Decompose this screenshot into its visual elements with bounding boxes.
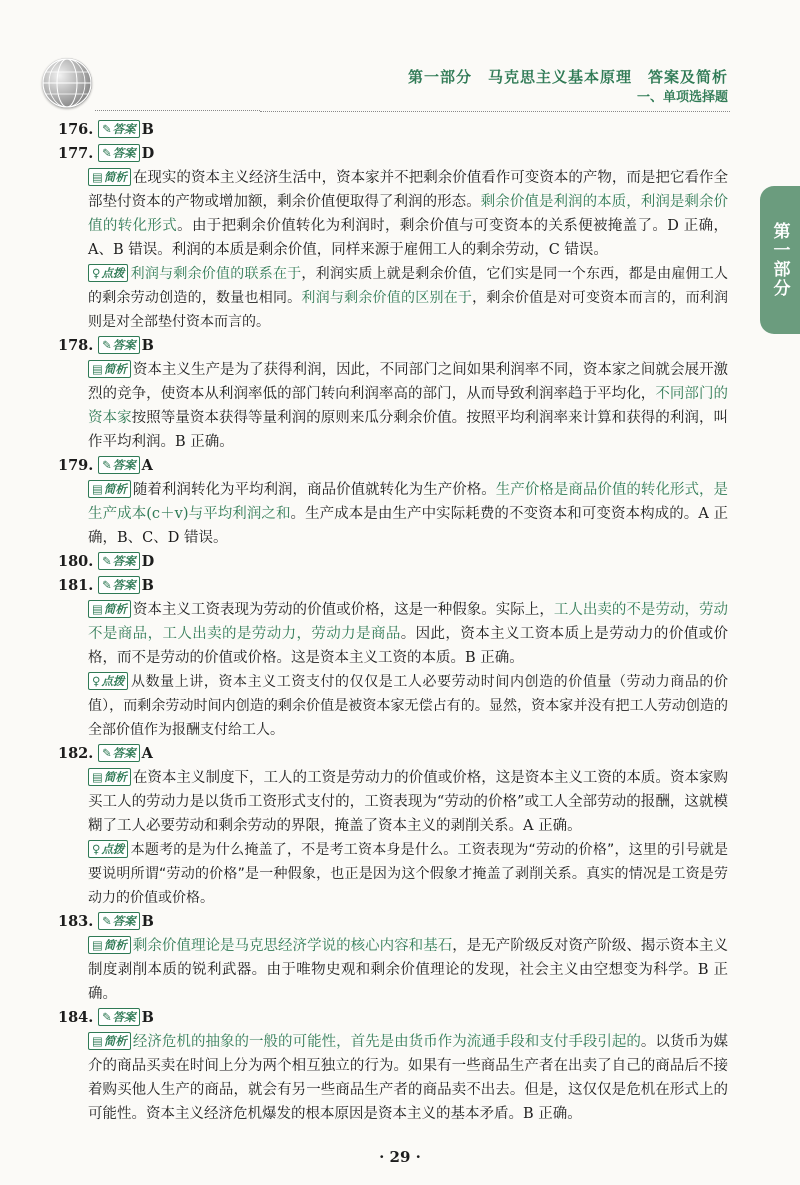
header-divider [95, 100, 260, 111]
answer-letter: D [141, 145, 155, 162]
question-178 [58, 334, 728, 358]
question-176 [58, 118, 728, 142]
globe-logo-icon [42, 58, 92, 108]
pencil-icon: ✎ [101, 1010, 112, 1024]
tip-paragraph: ♀点拨 利润与剩余价值的联系在于，利润实质上就是剩余价值，它们实是同一个东西，都是由雇佣工人的剩余劳动创造的，数量也相同。利润与剩余价值的区别在于，剩余价值是对可变资本而言的，而利润则是对全部垫付资本而言的。 [88, 266, 729, 330]
analysis-paragraph: ▤简析 剩余价值理论是马克思经济学说的核心内容和基石，是无产阶级反对资产阶级、揭示资本主义制度剥削本质的锐利武器。由于唯物史观和剩余价值理论的发现，社会主义由空想变为科学。B 正确。 [88, 938, 729, 1002]
question-177 [58, 142, 728, 166]
pencil-icon: ✎ [101, 578, 112, 592]
question-number: 182. [58, 745, 94, 762]
answer-tag: ✎答案 [98, 912, 140, 930]
answer-letter: B [141, 1009, 154, 1026]
question-181 [58, 574, 728, 598]
answer-tag: ✎答案 [98, 336, 140, 354]
question-number: 178. [58, 337, 94, 354]
answer-letter: B [141, 913, 154, 930]
analysis-paragraph: ▤简析 在资本主义制度下，工人的工资是劳动力的价值或价格，这是资本主义工资的本质。资本家购买工人的劳动力是以货币工资形式支付的，工资表现为“劳动的价格”或工人全部劳动的报酬，这就模糊了工人必要劳动和剩余劳动的界限，掩盖了资本主义的剥削关系。A 正确。 [88, 770, 728, 834]
question-number: 181. [58, 577, 94, 594]
analysis-tag: ▤简析 [88, 360, 131, 378]
answer-letter: D [141, 553, 155, 570]
analysis-paragraph: ▤简析 资本主义生产是为了获得利润，因此，不同部门之间如果利润率不同，资本家之间就会展开激烈的竞争，使资本从利润率低的部门转向利润率高的部门，从而导致利润率趋于平均化，不同部门的资本家按照等量资本获得等量利润的原则来瓜分剩余价值。按照平均利润率来计算和获得的利润，叫作平均利润。B 正确。 [88, 362, 728, 450]
pencil-icon: ✎ [101, 146, 112, 160]
question-number: 183. [58, 913, 94, 930]
answer-tag: ✎答案 [98, 552, 140, 570]
header-title: 第一部分 马克思主义基本原理 答案及简析 [407, 68, 728, 86]
answer-tag: ✎答案 [98, 120, 140, 138]
question-182 [58, 742, 728, 766]
answer-letter: A [141, 457, 153, 474]
analysis-tag: ▤简析 [88, 1032, 131, 1050]
header-divider [260, 110, 730, 112]
pencil-icon: ✎ [101, 122, 112, 136]
pencil-icon: ✎ [101, 554, 112, 568]
question-number: 180. [58, 553, 94, 570]
book-icon: ▤ [92, 1034, 103, 1048]
question-number: 176. [58, 121, 94, 138]
answer-letter: B [141, 577, 154, 594]
answer-tag: ✎答案 [98, 456, 140, 474]
question-number: 177. [58, 145, 94, 162]
analysis-tag: ▤简析 [88, 768, 131, 786]
analysis-paragraph: ▤简析 随着利润转化为平均利润，商品价值就转化为生产价格。生产价格是商品价值的转化形式，是生产成本(c＋v)与平均利润之和。生产成本是由生产中实际耗费的不变资本和可变资本构成的。A 正确，B、C、D 错误。 [88, 482, 729, 546]
answer-letter: B [141, 121, 154, 138]
book-icon: ▤ [92, 170, 103, 184]
analysis-tag: ▤简析 [88, 168, 131, 186]
tip-paragraph: ♀点拨 本题考的是为什么掩盖了，不是考工资本身是什么。工资表现为“劳动的价格”，这里的引号就是要说明所谓“劳动的价格”是一种假象，也正是因为这个假象才掩盖了剥削关系。真实的情况是工资是劳动力的价值或价格。 [88, 842, 728, 906]
book-icon: ▤ [92, 770, 103, 784]
answer-tag: ✎答案 [98, 576, 140, 594]
answer-list [58, 118, 728, 1126]
tip-tag: ♀点拨 [88, 264, 128, 282]
book-icon: ▤ [92, 362, 103, 376]
tip-tag: ♀点拨 [88, 840, 128, 858]
bulb-icon: ♀ [92, 266, 101, 280]
analysis-paragraph: ▤简析 在现实的资本主义经济生活中，资本家并不把剩余价值看作可变资本的产物，而是把它看作全部垫付资本的产物或增加额，剩余价值便取得了利润的形态。剩余价值是利润的本质，利润是剩余价值的转化形式。由于把剩余价值转化为利润时，剩余价值与可变资本的关系便被掩盖了。D 正确，A、B 错误。利润的本质是剩余价值，同样来源于雇佣工人的剩余劳动，C 错误。 [88, 170, 729, 258]
book-icon: ▤ [92, 482, 103, 496]
question-179 [58, 454, 728, 478]
analysis-paragraph: ▤简析 资本主义工资表现为劳动的价值或价格，这是一种假象。实际上，工人出卖的不是劳动，劳动不是商品，工人出卖的是劳动力，劳动力是商品。因此，资本主义工资本质上是劳动力的价值或价格，而不是劳动的价值或价格。这是资本主义工资的本质。B 正确。 [88, 602, 729, 666]
pencil-icon: ✎ [101, 338, 112, 352]
question-number: 179. [58, 457, 94, 474]
question-number: 184. [58, 1009, 94, 1026]
analysis-tag: ▤简析 [88, 936, 131, 954]
analysis-tag: ▤简析 [88, 480, 131, 498]
book-icon: ▤ [92, 602, 103, 616]
answer-letter: B [141, 337, 154, 354]
pencil-icon: ✎ [101, 458, 112, 472]
tip-tag: ♀点拨 [88, 672, 128, 690]
pencil-icon: ✎ [101, 746, 112, 760]
question-183 [58, 910, 728, 934]
analysis-tag: ▤简析 [88, 600, 131, 618]
bulb-icon: ♀ [92, 674, 101, 688]
answer-tag: ✎答案 [98, 144, 140, 162]
analysis-paragraph: ▤简析 经济危机的抽象的一般的可能性，首先是由货币作为流通手段和支付手段引起的。以货币为媒介的商品买卖在时间上分为两个相互独立的行为。如果有一些商品生产者在出卖了自己的商品后不接着购买他人生产的商品，就会有另一些商品生产者的商品卖不出去。但是，这仅仅是危机在形式上的可能性。资本主义经济危机爆发的根本原因是资本主义的基本矛盾。B 正确。 [88, 1034, 728, 1122]
book-icon: ▤ [92, 938, 103, 952]
bulb-icon: ♀ [92, 842, 101, 856]
answer-tag: ✎答案 [98, 744, 140, 762]
tip-paragraph: ♀点拨 从数量上讲，资本主义工资支付的仅仅是工人必要劳动时间内创造的价值量（劳动力商品的价值），而剩余劳动时间内创造的剩余价值是被资本家无偿占有的。显然，资本家并没有把工人劳动创造的全部价值作为报酬支付给工人。 [88, 674, 728, 738]
answer-letter: A [141, 745, 153, 762]
pencil-icon: ✎ [101, 914, 112, 928]
answer-tag: ✎答案 [98, 1008, 140, 1026]
header-subtitle: 一、单项选择题 [636, 90, 728, 105]
page-number: · 29 · [379, 1148, 421, 1166]
question-180 [58, 550, 728, 574]
side-tab[interactable]: 第一部分 [760, 186, 800, 334]
question-184 [58, 1006, 728, 1030]
